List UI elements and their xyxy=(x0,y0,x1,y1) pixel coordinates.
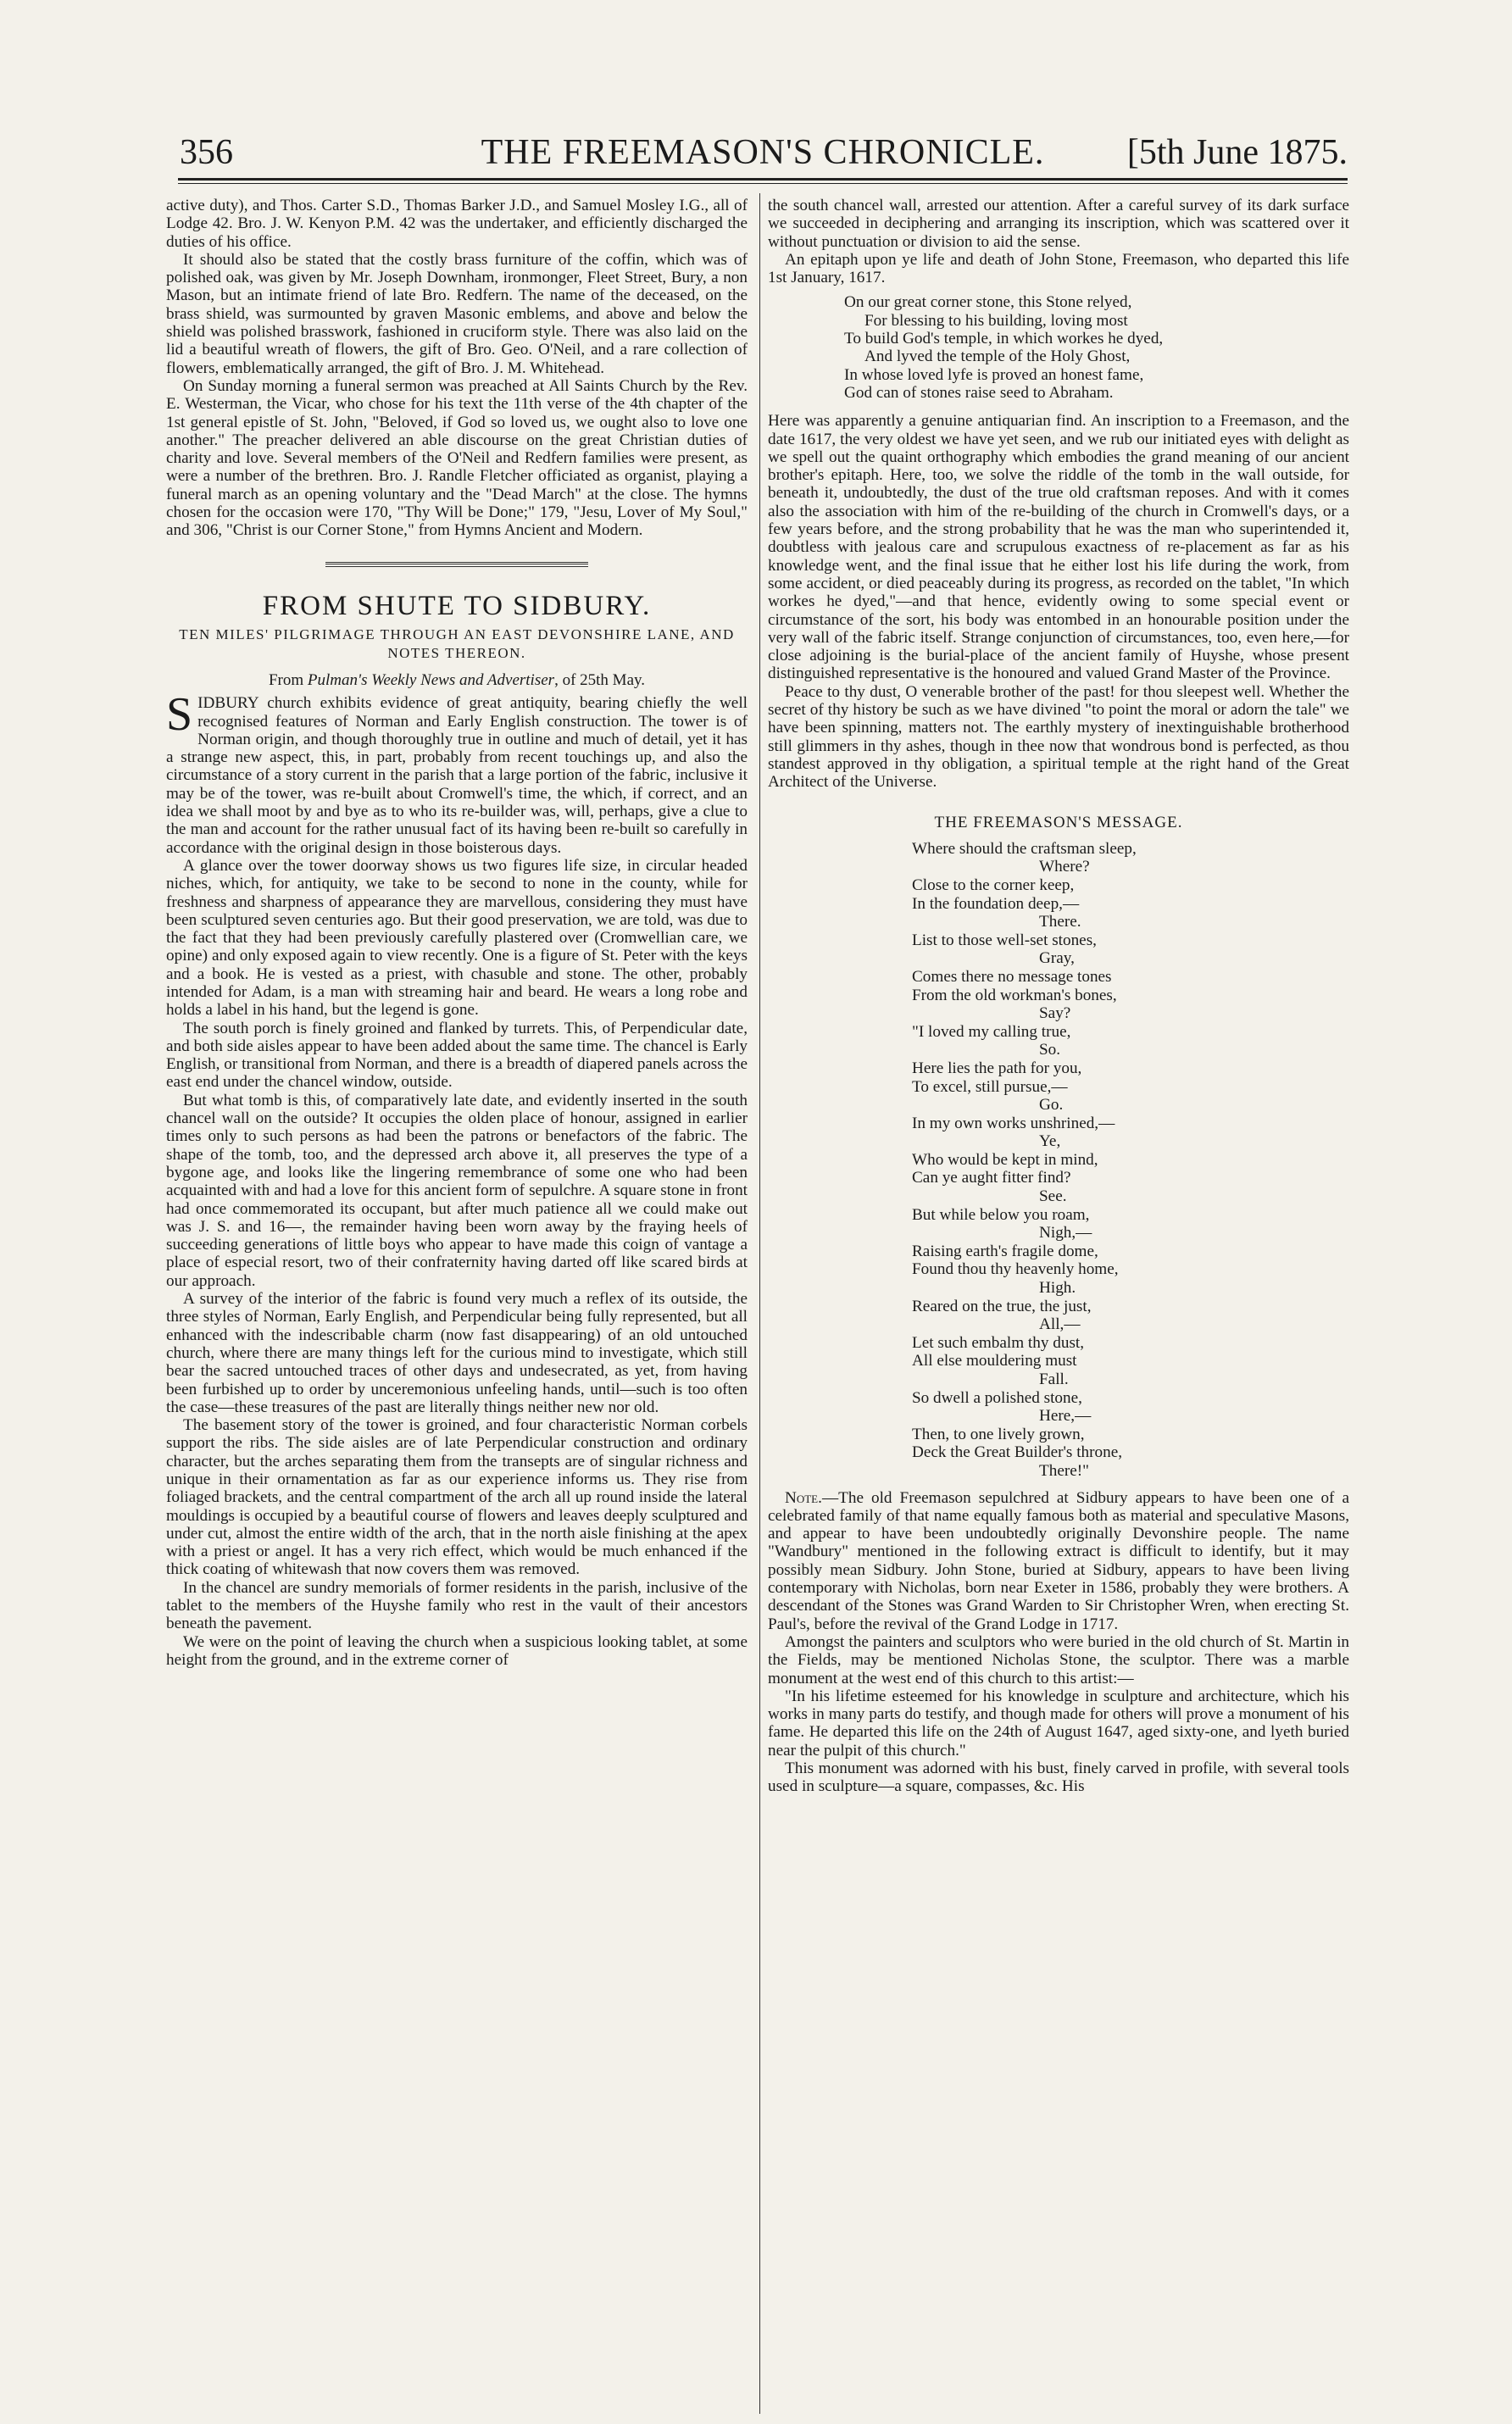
poem-line: There. xyxy=(1039,913,1081,931)
poem-line: See. xyxy=(1039,1187,1067,1206)
note-paragraph: This monument was adorned with his bust, finely carved in profile, with several tools used in sculpture—a square, compasses, &c. His xyxy=(768,1760,1349,1796)
article-paragraph: The south porch is finely groined and flanked by turrets. This, of Perpendicular date, and both side aisles appear to have been added about the same time. The chancel is Early English, or transitional from Norman, and there is a breadth of diapered panels across the east end under the chancel window, outside. xyxy=(166,1019,748,1092)
epitaph-line: And lyved the temple of the Holy Ghost, xyxy=(864,347,1131,366)
note-quotation: "In his lifetime esteemed for his knowledge in sculpture and architecture, which his works in many parts do testify, and though made for others will prove a monument of his fame. He departed this life on the 24th of August 1647, aged sixty-one, and lyeth buried near the pulpit of this church." xyxy=(768,1687,1349,1760)
header-rule-thin xyxy=(178,183,1348,184)
page-header xyxy=(170,127,1356,178)
poem-line: In my own works unshrined,— xyxy=(912,1114,1115,1132)
poem-line: Go. xyxy=(1039,1096,1064,1115)
right-column xyxy=(768,197,1349,1796)
poem-line: High. xyxy=(1039,1279,1076,1298)
issue-date: [5th June 1875. xyxy=(1126,133,1348,172)
epitaph-line: On our great corner stone, this Stone relyed, xyxy=(844,293,1132,312)
poem-line: Nigh,— xyxy=(1039,1224,1092,1243)
poem-line: Can ye aught fitter find? xyxy=(912,1169,1071,1187)
page-number: 356 xyxy=(180,133,233,172)
poem xyxy=(912,840,1349,1481)
poem-line: Reared on the true, the just, xyxy=(912,1297,1092,1315)
note-paragraph: Note.—The old Freemason sepulchred at Sidbury appears to have been one of a celebrated family of that name equally famous both as material and speculative Masons, and appear to have been undoubtedly originally Devonshire people. The name "Wandbury" mentioned in the following extract is difficult to identify, but it may possibly mean Sidbury. John Stone, buried at Sidbury, appears to have been living contemporary with Nicholas, born near Exeter in 1586, probably they were brothers. A descendant of the Stones was Grand Warden to Sir Christopher Wren, when erecting St. Paul's, before the revival of the Grand Lodge in 1717. xyxy=(768,1488,1349,1633)
poem-line: Close to the corner keep, xyxy=(912,876,1075,894)
poem-line: Where should the craftsman sleep, xyxy=(912,839,1137,858)
section-separator xyxy=(325,562,588,567)
body-paragraph: It should also be stated that the costly brass furniture of the coffin, which was of polished oak, was given by Mr. Joseph Downham, ironmonger, Fleet Street, Bury, a non Mason, but an intimate friend of late Bro. Redfern. The name of the deceased, on the brass shield, was surmounted by graven Masonic emblems, and above and below the shield was polished brasswork, fashioned in cruciform style. There was also laid on the lid a beautiful wreath of flowers, the gift of Bro. Geo. O'Neil, and a rare collection of flowers, emblematically arranged, the gift of Bro. J. M. Whitehead. xyxy=(166,250,748,377)
header-rule xyxy=(178,178,1348,181)
note-section xyxy=(768,1489,1349,1796)
poem-line: All else mouldering must xyxy=(912,1352,1077,1370)
poem-line: But while below you roam, xyxy=(912,1205,1090,1224)
poem-line: In the foundation deep,— xyxy=(912,894,1080,913)
poem-line: There!" xyxy=(1039,1461,1089,1480)
article-paragraph: We were on the point of leaving the church when a suspicious looking tablet, at some height from the ground, and in the extreme corner of xyxy=(166,1632,748,1669)
body-paragraph: On Sunday morning a funeral sermon was preached at All Saints Church by the Rev. E. Westerman, the Vicar, who chose for his text the 11th verse of the 4th chapter of the 1st general epistle of St. John, "Beloved, if God so loved us, we ought also to love one another." The preacher delivered an able discourse on the great Christian duties of charity and love. Several members of the O'Neil and Redfern families were present, as were a number of the brethren. Bro. J. Randle Fletcher officiated as organist, playing a funeral march as an opening voluntary and the "Dead March" at the close. The hymns chosen for the occasion were 170, "Thy Will be Done;" 179, "Jesu, Lover of My Soul," and 306, "Christ is our Corner Stone," from Hymns Ancient and Modern. xyxy=(166,376,748,540)
epitaph-line: In whose loved lyfe is proved an honest fame, xyxy=(844,365,1144,384)
poem-line: Here,— xyxy=(1039,1407,1092,1426)
article-first-paragraph: SIDBURY church exhibits evidence of great antiquity, bearing chiefly the well recognised features of Norman and Early English construction. The tower is of Norman origin, and though thoroughly true in outline and much of detail, yet it has a strange new aspect, this, in part, probably from recent touchings up, and also the circumstance of a story current in the parish that a large portion of the fabric, inclusive it may be of the tower, was re-built about Cromwell's time, the which, if correct, and an idea we shall moot by and bye as to who its re-builder was, will, perhaps, give a clue to the man and account for the rather unusual fact of its having been re-built so carefully in accordance with the original design in those boisterous days. xyxy=(166,688,748,857)
publication-title: THE FREEMASON'S CHRONICLE. xyxy=(481,133,1045,172)
note-label: Note. xyxy=(785,1488,822,1507)
poem-line: Deck the Great Builder's throne, xyxy=(912,1443,1123,1462)
poem-line: Comes there no message tones xyxy=(912,967,1112,986)
body-paragraph: active duty), and Thos. Carter S.D., Thomas Barker J.D., and Samuel Mosley I.G., all of Lodge 42. Bro. J. W. Kenyon P.M. 42 was the undertaker, and efficiently discharged the duties of his office. xyxy=(166,197,748,251)
poem-line: All,— xyxy=(1039,1315,1081,1334)
poem-line: Here lies the path for you, xyxy=(912,1059,1082,1077)
article-title: FROM SHUTE TO SIDBURY. xyxy=(262,590,652,621)
article-subtitle: TEN MILES' PILGRIMAGE THROUGH AN EAST DEVONSHIRE LANE, AND NOTES THEREON. xyxy=(179,625,735,661)
article-paragraph: A glance over the tower doorway shows us two figures life size, in circular headed niches, which, for antiquity, we take to be second to none in the county, while for freshness and sharpness of appearance they are marvellous, considering they must have been sculptured seven centuries ago. But their good preservation, we are told, was due to the fact that they had been previously carefully plastered over (Cromwellian care, we opine) and only exposed again to view recently. One is a figure of St. Peter with the keys and a book. He is vested as a priest, with chasuble and stone. The other, probably intended for Adam, is a man with streaming hair and beard. He wears a long robe and holds a label in his hand, but the legend is gone. xyxy=(166,856,748,1020)
article-paragraph: Here was apparently a genuine antiquarian find. An inscription to a Freemason, and the date 1617, the very oldest we have yet seen, and we rub our initiated eyes with delight as we spell out the quaint orthography which embodies the grand meaning of our ancient brother's epitaph. Here, too, we solve the riddle of the tomb in the wall outside, for beneath it, undoubtedly, the dust of the true old craftsman reposes. And with it comes also the association with him of the re-building of the church in Cromwell's days, or a few years before, and the strong probability that he was the man who superintended it, doubtless with jealous care and scrupulous exactness of re-placement as far as his knowledge went, and the final issue that he either lost his life during the work, from some accident, or died peaceably during its progress, as recorded on the tablet, "In which workes he dyed,"—and that hence, evidently owing to some special event or circumstance of the sort, his body was entombed in an honourable position under the very wall of the fabric itself. Strange conjunction of circumstances, too, even here,—for close adjoining is the burial-place of the ancient family of Huyshe, whose present distinguished representative is the honoured and valued Grand Master of the Province. xyxy=(768,412,1349,683)
article-paragraph: the south chancel wall, arrested our attention. After a careful survey of its dark surface we succeeded in deciphering and arranging its inscription, which was scattered over it without punctuation or division to aid the sense. xyxy=(768,197,1349,251)
left-column xyxy=(166,197,748,1669)
epitaph-heading: An epitaph upon ye life and death of John Stone, Freemason, who departed this life 1st January, 1617. xyxy=(768,250,1349,287)
poem-line: "I loved my calling true, xyxy=(912,1022,1071,1041)
article-paragraph: Peace to thy dust, O venerable brother of the past! for thou sleepest well. Whether the secret of thy history be such as we have divined "to point the moral or adorn the tale" we have been spinning, matters not. The earthly mystery of inextinguishable brotherhood still glimmers in thy ashes, though in thee now that wondrous bond is perfected, as thou standest approved in thy obligation, a spiritual temple at the right hand of the Great Architect of the Universe. xyxy=(768,682,1349,792)
article-paragraph: The basement story of the tower is groined, and four characteristic Norman corbels support the ribs. The side aisles are of late Perpendicular construction and ordinary character, but the arches separating them from the transepts are of singular richness and unique in their ornamentation as far as our experience informs us. They rise from foliaged brackets, and the central compartment of the arch all up round inside the lateral mouldings is occupied by a beautiful course of flowers and leaves deeply sculptured and under cut, almost the entire width of the arch, that in the north aisle finishing at the apex with a priest or angel. It has a very rich effect, which would be much enhanced if the thick coating of whitewash that now covers them was removed. xyxy=(166,1416,748,1579)
column-divider xyxy=(759,193,760,2414)
poem-line: Found thou thy heavenly home, xyxy=(912,1260,1119,1279)
poem-line: Fall. xyxy=(1039,1370,1069,1389)
poem-title: THE FREEMASON'S MESSAGE. xyxy=(934,813,1183,831)
note-paragraph: Amongst the painters and sculptors who were buried in the old church of St. Martin in the Fields, may be mentioned Nicholas Stone, the sculptor. There was a marble monument at the west end of this church to this artist:— xyxy=(768,1632,1349,1687)
epitaph-line: God can of stones raise seed to Abraham. xyxy=(844,383,1114,402)
poem-line: Ye, xyxy=(1039,1132,1061,1151)
source-publication: Pulman's Weekly News and Advertiser xyxy=(307,670,555,689)
epitaph-line: For blessing to his building, loving most xyxy=(864,311,1128,330)
drop-cap: S xyxy=(166,688,193,742)
poem-line: From the old workman's bones, xyxy=(912,986,1117,1004)
poem-line: List to those well-set stones, xyxy=(912,931,1097,949)
poem-line: Let such embalm thy dust, xyxy=(912,1333,1085,1352)
article-source: From Pulman's Weekly News and Advertiser, of 25th May. xyxy=(268,670,646,689)
poem-line: Raising earth's fragile dome, xyxy=(912,1242,1098,1260)
article-paragraph: But what tomb is this, of comparatively late date, and evidently inserted in the south chancel wall on the outside? It occupies the olden place of honour, assigned in earlier times only to such persons as had been the patrons or benefactors of the fabric. The shape of the tomb, too, and the depressed arch above it, all preserves the type of a bygone age, and looks like the lingering remembrance of some one who had been acquainted with and had a love for this ancient form of sepulchre. A square stone in front had once commemorated its occupant, but after much patience all we could make out was J. S. and 16—, the remainder having been worn away by the fraying heels of succeeding generations of little boys who appear to have made this coign of vantage a place of especial resort, two of their confraternity having darted off like scared birds at our approach. xyxy=(166,1091,748,1290)
poem-line: So. xyxy=(1039,1041,1061,1059)
epitaph-verse xyxy=(844,293,1349,402)
poem-line: So dwell a polished stone, xyxy=(912,1388,1082,1407)
article-paragraph: A survey of the interior of the fabric is found very much a reflex of its outside, the three styles of Norman, Early English, and Perpendicular being fully represented, but all enhanced with the indescribable charm (now fast disappearing) of an old untouched church, where there are many things left for the curious mind to investigate, which still bear the sacred untouched traces of other days and undesecrated, as yet, from having been furbished up to order by unceremonious unfeeling hands, until—such is too often the case—these treasures of the past are literally things neither new nor old. xyxy=(166,1290,748,1416)
poem-line: To excel, still pursue,— xyxy=(912,1077,1068,1096)
poem-line: Where? xyxy=(1039,858,1090,876)
poem-line: Who would be kept in mind, xyxy=(912,1150,1098,1169)
poem-line: Gray, xyxy=(1039,949,1075,968)
poem-line: Then, to one lively grown, xyxy=(912,1425,1085,1443)
epitaph-line: To build God's temple, in which workes he dyed, xyxy=(844,330,1164,348)
article-paragraph: In the chancel are sundry memorials of former residents in the parish, inclusive of the tablet to the members of the Huyshe family who rest in the vault of their ancestors beneath the pavement. xyxy=(166,1578,748,1633)
poem-line: Say? xyxy=(1039,1004,1071,1023)
